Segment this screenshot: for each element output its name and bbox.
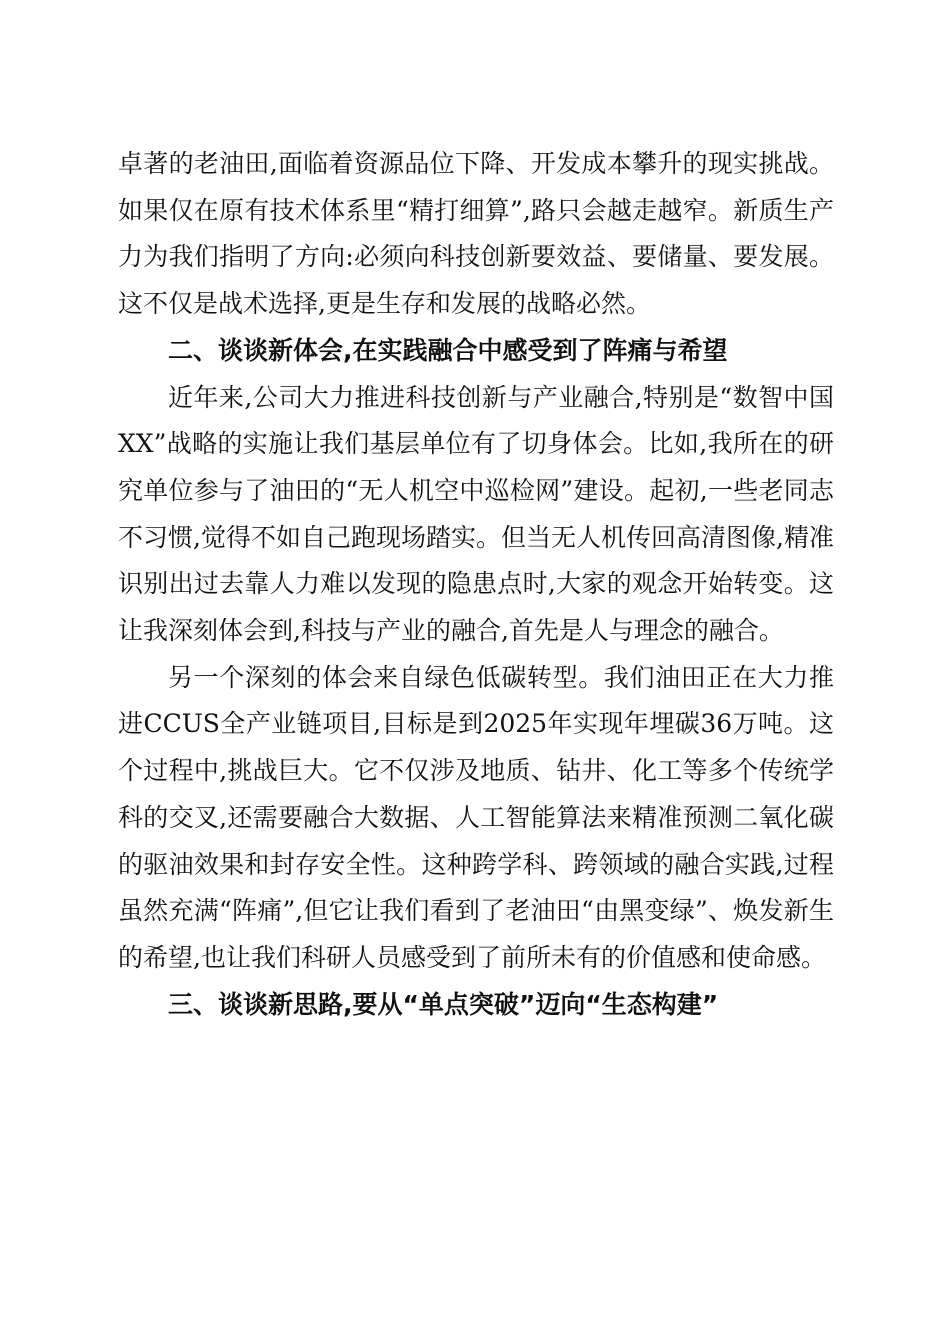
section-heading-3: 三、谈谈新思路,要从“单点突破”迈向“生态构建” <box>168 989 719 1019</box>
section-heading-2: 二、谈谈新体会,在实践融合中感受到了阵痛与希望 <box>168 335 728 365</box>
paragraph-continued: 卓著的老油田,面临着资源品位下降、开发成本攀升的现实挑战。如果仅在原有技术体系里“精打细算”,路只会越走越窄。新质生产力为我们指明了方向:必须向科技创新要效益、要储量、要发展。这不仅是战术选择,更是生存和发展的战略必然。 <box>118 149 834 319</box>
document-body <box>118 141 834 1028</box>
paragraph-green-transition: 另一个深刻的体会来自绿色低碳转型。我们油田正在大力推进CCUS全产业链项目,目标是到2025年实现年埋碳36万吨。这个过程中,挑战巨大。它不仅涉及地质、钻井、化工等多个传统学科的交叉,还需要融合大数据、人工智能算法来精准预测二氧化碳的驱油效果和封存安全性。这种跨学科、跨领域的融合实践,过程虽然充满“阵痛”,但它让我们看到了老油田“由黑变绿”、焕发新生的希望,也让我们科研人员感受到了前所未有的价值感和使命感。 <box>118 662 834 972</box>
paragraph-experience: 近年来,公司大力推进科技创新与产业融合,特别是“数智中国XX”战略的实施让我们基层单位有了切身体会。比如,我所在的研究单位参与了油田的“无人机空中巡检网”建设。起初,一些老同志不习惯,觉得不如自己跑现场踏实。但当无人机传回高清图像,精准识别出过去靠人力难以发现的隐患点时,大家的观念开始转变。这让我深刻体会到,科技与产业的融合,首先是人与理念的融合。 <box>118 382 834 646</box>
